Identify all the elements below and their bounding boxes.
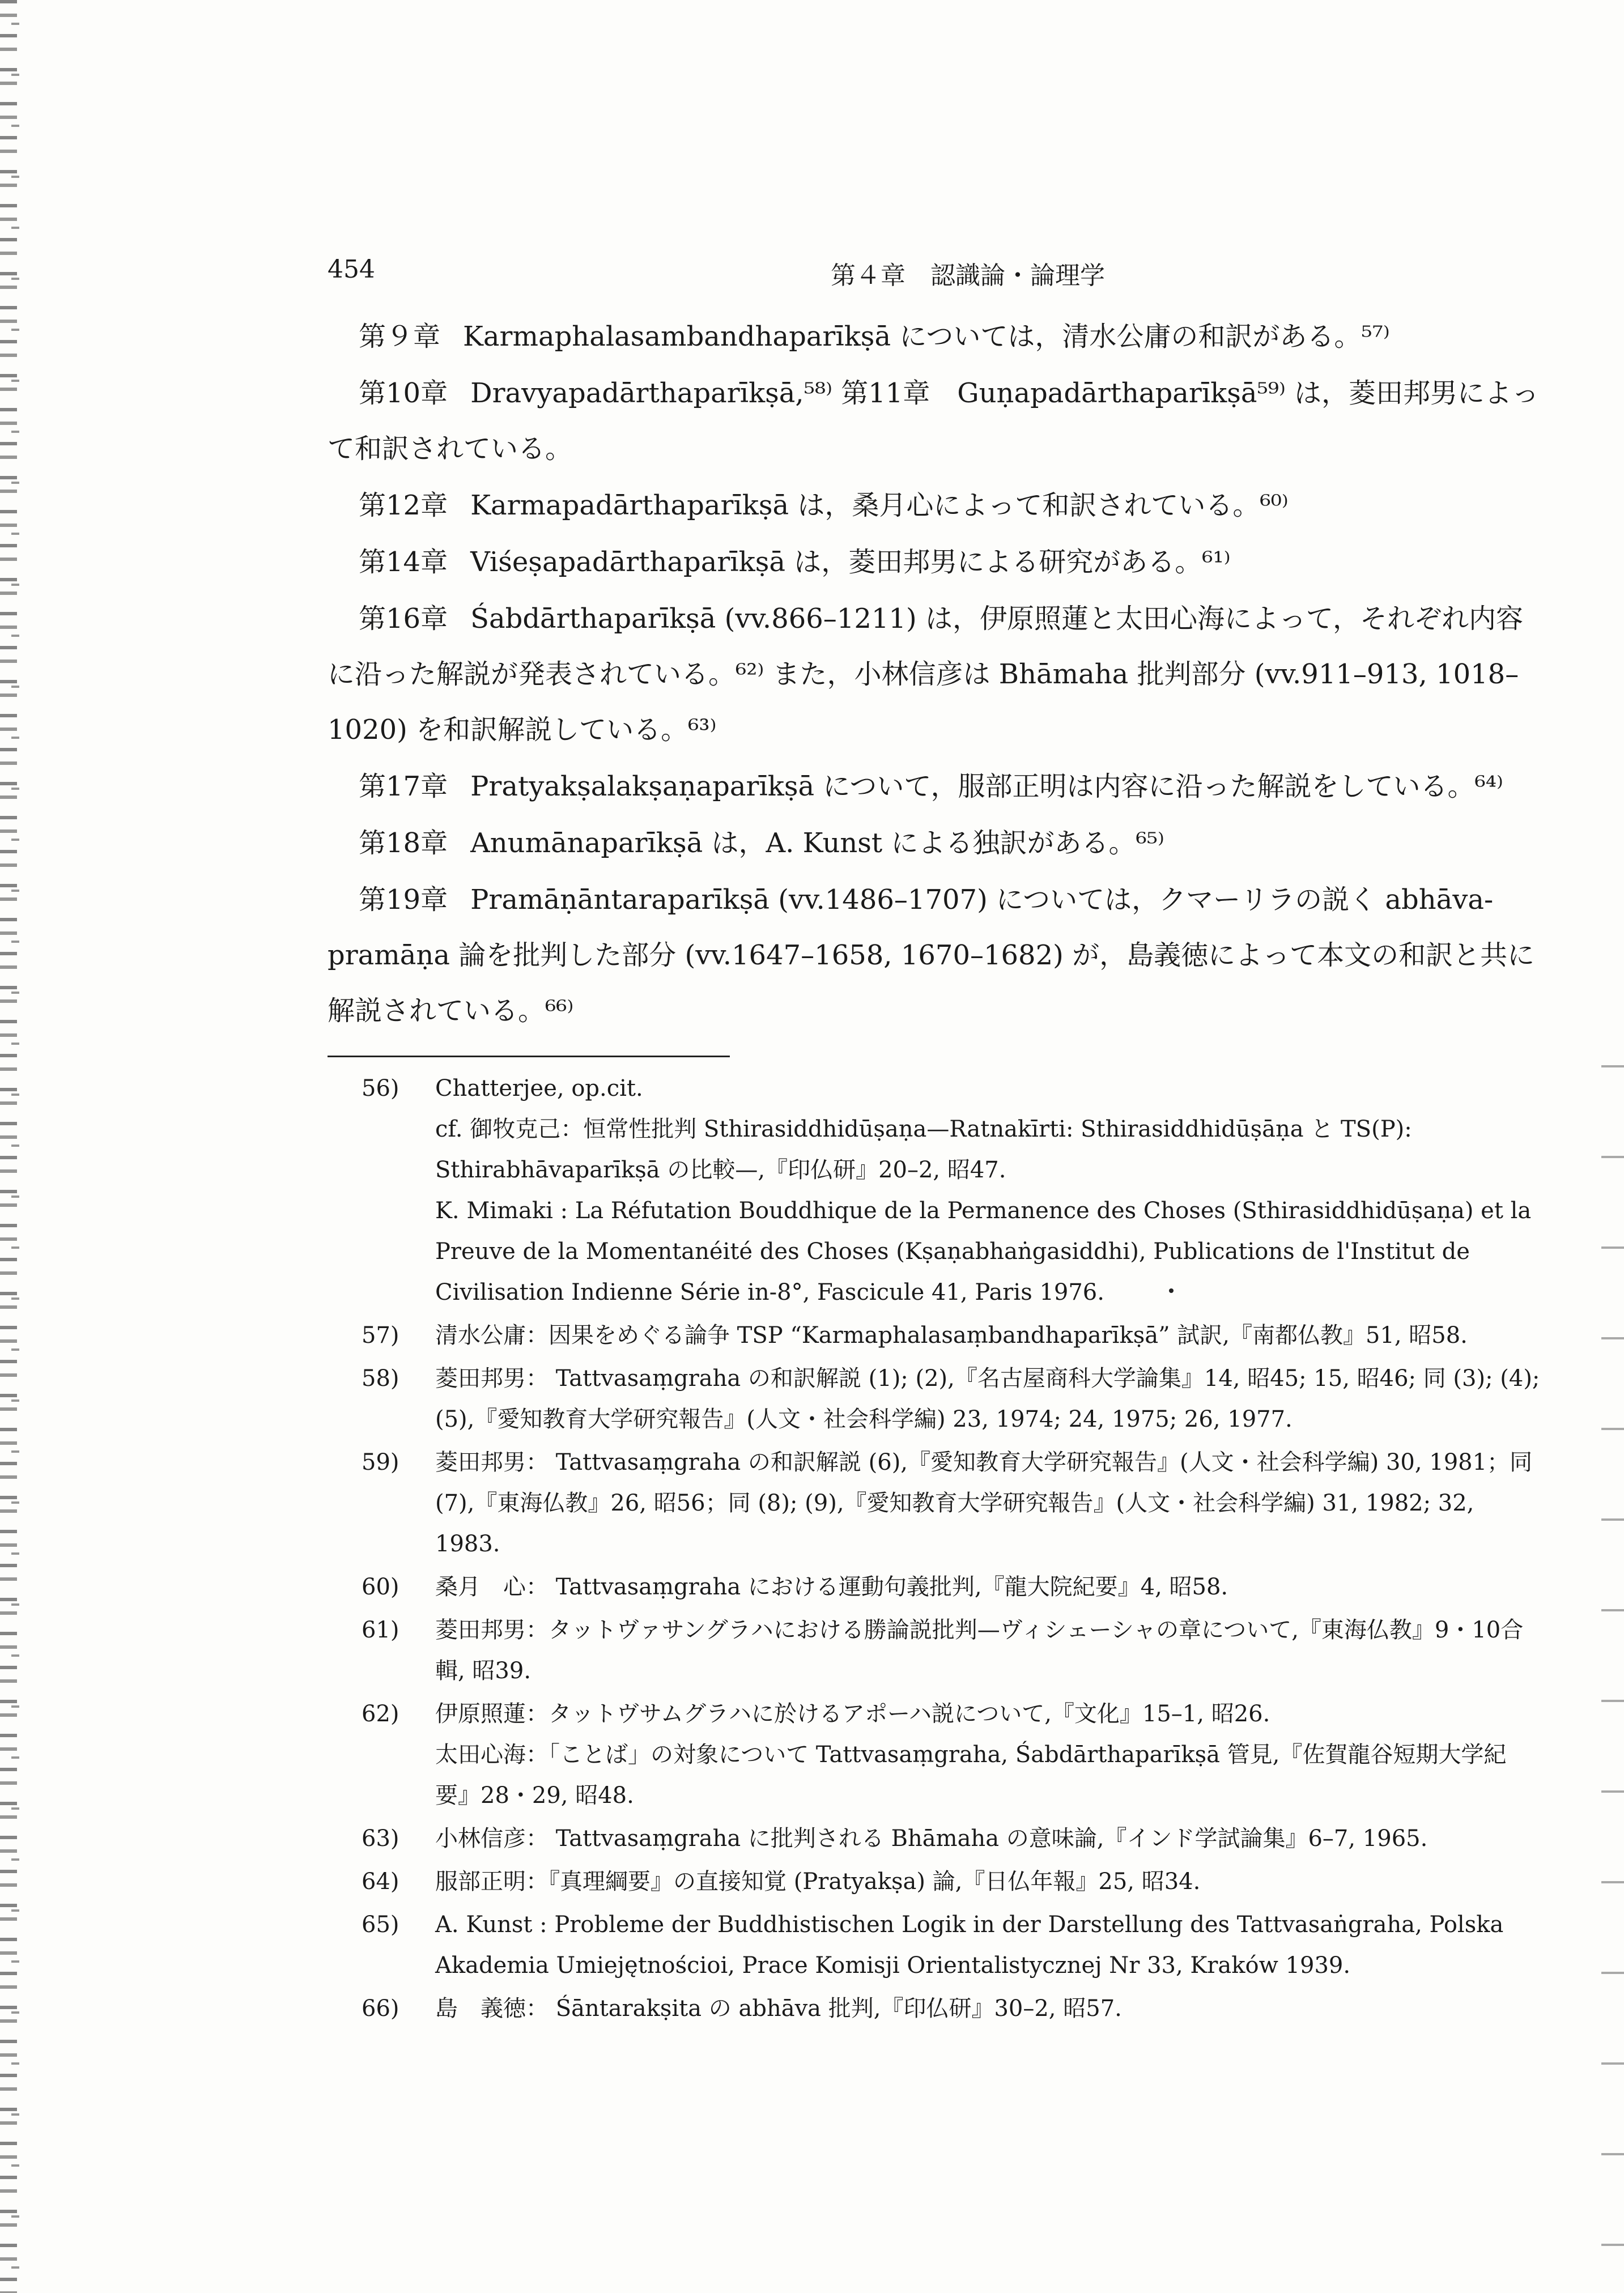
paragraph-text: Pratyakṣalakṣaṇaparīkṣā について，服部正明は内容に沿った解説をしている。⁶⁴⁾ — [470, 771, 1503, 802]
footnote-text: cf. 御牧克己：恒常性批判 Sthirasiddhidūṣaṇa—Ratnakīrti: Sthirasiddhidūṣāṇa と TS(P): Sthirabhāvaparīkṣā の比較—,『印仏研』20–2, 昭47. — [435, 1116, 1412, 1183]
footnote — [328, 1861, 1540, 1902]
chapter-label: 第14章 — [359, 546, 448, 578]
scan-left-edge-marks — [11, 0, 19, 2293]
footnote-number: 66) — [362, 1996, 399, 2022]
chapter-label: 第17章 — [359, 771, 448, 802]
paragraph — [328, 534, 1540, 590]
footnote — [328, 1442, 1540, 1564]
footnote-number: 61) — [362, 1617, 399, 1643]
footnote — [328, 1358, 1540, 1440]
footnote-number: 58) — [362, 1365, 399, 1392]
paragraph-text: Karmapadārthaparīkṣā は，桑月心によって和訳されている。⁶⁰⁾ — [470, 490, 1289, 521]
paragraph-text: Śabdārthaparīkṣā (vv.866–1211) は，伊原照蓮と太田心海によって，それぞれ内容に沿った解説が発表されている。⁶²⁾ また，小林信彦は Bhāmaha 批判部分 (vv.911–913, 1018–1020) を和訳解説している。⁶³⁾ — [328, 603, 1523, 746]
footnote — [328, 1904, 1540, 1986]
paragraph-text: Karmaphalasambandhaparīkṣā については，清水公庸の和訳がある。⁵⁷⁾ — [463, 321, 1390, 352]
footnote-number: 60) — [362, 1574, 399, 1600]
footnote-text: 桑月 心： Tattvasaṃgraha における運動句義批判,『龍大院紀要』4, 昭58. — [435, 1574, 1228, 1600]
footnote — [328, 1610, 1540, 1691]
paragraph — [328, 815, 1540, 871]
footnote-number: 63) — [362, 1826, 399, 1852]
paragraph-text: Pramāṇāntaraparīkṣā (vv.1486–1707) については，クマーリラの説く abhāva-pramāṇa 論を批判した部分 (vv.1647–1658, 1670–1682) が，島義徳によって本文の和訳と共に解説されている。⁶⁶⁾ — [328, 884, 1535, 1027]
footnote-number: 65) — [362, 1912, 399, 1938]
footnote-text: 小林信彦： Tattvasaṃgraha に批判される Bhāmaha の意味論,『インド学試論集』6–7, 1965. — [435, 1826, 1428, 1852]
footnote-text: Chatterjee, op.cit. — [435, 1075, 643, 1101]
page-number: 454 — [328, 255, 375, 284]
running-head: 第４章 認識論・論理学 — [831, 261, 1105, 290]
footnote — [328, 1818, 1540, 1859]
footnote — [328, 1694, 1540, 1816]
footnote-number: 64) — [362, 1869, 399, 1895]
footnote-text: 服部正明：『真理綱要』の直接知覚 (Pratyakṣa) 論,『日仏年報』25, 昭34. — [435, 1869, 1201, 1895]
footnote — [328, 1068, 1540, 1313]
paragraph — [328, 872, 1540, 1039]
paragraph-text: Anumānaparīkṣā は，A. Kunst による独訳がある。⁶⁵⁾ — [470, 827, 1164, 859]
footnote-text: K. Mimaki : La Réfutation Bouddhique de la Permanence des Choses (Sthirasiddhidūṣaṇa) et la Preuve de la Momentanéité des Choses (Kṣaṇabhaṅgasiddhi), Publications de l'Institut de Civilisation Indienne Série in-8°, Fascicule 41, Paris 1976. — [435, 1198, 1532, 1305]
footnote-text: 太田心海：「ことば」の対象について Tattvasaṃgraha, Śabdārthaparīkṣā 管見,『佐賀龍谷短期大学紀要』28・29, 昭48. — [435, 1742, 1507, 1809]
chapter-label: 第９章 — [359, 321, 441, 352]
footnote — [328, 1567, 1540, 1607]
page-header — [328, 255, 1540, 289]
footnote-number: 59) — [362, 1449, 399, 1475]
footnote-divider — [328, 1056, 730, 1057]
footnote-text: 清水公庸：因果をめぐる論争 TSP “Karmaphalasaṃbandhaparīkṣā” 試訳,『南都仏教』51, 昭58. — [435, 1322, 1468, 1348]
footnote-text: 菱田邦男： Tattvasaṃgraha の和訳解説 (1); (2),『名古屋商科大学論集』14, 昭45; 15, 昭46; 同 (3); (4); (5),『愛知教育大学研究報告』(人文・社会科学編) 23, 1974; 24, 1975; 26, 1977. — [435, 1365, 1540, 1432]
footnote-text: 菱田邦男： Tattvasaṃgraha の和訳解説 (6),『愛知教育大学研究報告』(人文・社会科学編) 30, 1981；同 (7),『東海仏教』26, 昭56；同 (8); (9),『愛知教育大学研究報告』(人文・社会科学編) 31, 1982; 32, 1983. — [435, 1449, 1533, 1557]
footnote-text: 伊原照蓮：タットヴサムグラハに於けるアポーハ説について,『文化』15–1, 昭26. — [435, 1701, 1270, 1727]
footnote — [328, 1988, 1540, 2029]
scan-right-edge-marks — [1601, 1020, 1624, 2293]
chapter-label: 第16章 — [359, 603, 448, 635]
chapter-label: 第18章 — [359, 827, 448, 859]
paragraph-text: Viśeṣapadārthaparīkṣā は，菱田邦男による研究がある。⁶¹⁾ — [470, 546, 1231, 578]
main-text — [328, 309, 1540, 1040]
paragraph — [328, 478, 1540, 533]
footnote-text: A. Kunst : Probleme der Buddhistischen Logik in der Darstellung des Tattvasaṅgraha, Polska Akademia Umiejętnościoi, Prace Komisji Orientalistycznej Nr 33, Kraków 1939. — [435, 1912, 1504, 1979]
footnote-text: 島 義徳： Śāntarakṣita の abhāva 批判,『印仏研』30–2, 昭57. — [435, 1996, 1122, 2022]
paragraph — [328, 365, 1540, 477]
footnote-number: 62) — [362, 1701, 399, 1727]
chapter-label: 第12章 — [359, 490, 448, 521]
footnote-number: 56) — [362, 1075, 399, 1101]
footnote-text: 菱田邦男：タットヴァサングラハにおける勝論説批判—ヴィシェーシャの章について,『東海仏教』9・10合輯, 昭39. — [435, 1617, 1524, 1684]
chapter-label: 第19章 — [359, 884, 448, 916]
paragraph — [328, 591, 1540, 758]
paragraph — [328, 309, 1540, 364]
footnotes — [328, 1068, 1540, 2031]
paragraph-text: Dravyapadārthaparīkṣā,⁵⁸⁾ 第11章 Guṇapadārthaparīkṣā⁵⁹⁾ は，菱田邦男によって和訳されている。 — [328, 377, 1540, 465]
footnote-number: 57) — [362, 1322, 399, 1348]
paragraph — [328, 759, 1540, 814]
chapter-label: 第10章 — [359, 377, 448, 409]
footnote — [328, 1315, 1540, 1356]
